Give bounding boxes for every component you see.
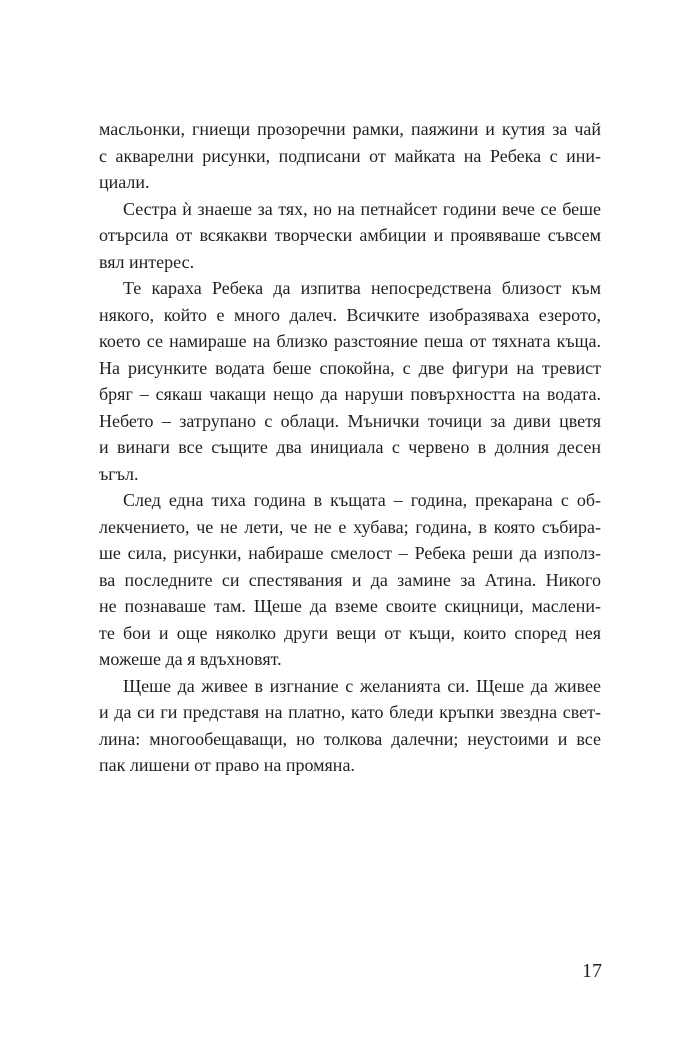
text-line: ъгъл.	[99, 463, 139, 484]
text-line: те бои и още няколко други вещи от къщи, които според нея	[99, 622, 601, 643]
text-line: масльонки, гниещи прозоречни рамки, паяжини и кутия за чай	[99, 119, 601, 139]
text-line: което се намираше на близко разстояние пеша от тяхната къща.	[99, 331, 601, 351]
text-line: и винаги все същите два инициала с червено в долния десен	[99, 437, 601, 457]
text-line: бряг – сякаш чакащи нещо да наруши повърхността на водата.	[99, 384, 601, 404]
text-line: Небето – затрупано с облаци. Мънички точици за диви цветя	[99, 410, 601, 431]
paragraph-5	[99, 673, 601, 779]
text-line: ва последните си спестявания и да замине за Атина. Никого	[99, 569, 601, 590]
text-line: с акварелни рисунки, подписани от майката на Ребека с ини-	[99, 145, 601, 166]
text-line: отърсила от всякакви творчески амбиции и проявяваше съвсем	[99, 225, 601, 245]
paragraph-4	[99, 487, 601, 673]
text-line: и да си ги представя на платно, като бледи кръпки звездна свет-	[99, 702, 601, 722]
paragraph-1	[99, 116, 601, 196]
text-line: вял интерес.	[99, 251, 195, 272]
text-line: някого, който е много далеч. Всичките изобразяваха езерото,	[99, 304, 601, 325]
text-line: не познаваше там. Щеше да вземе своите скицници, маслени-	[99, 596, 601, 616]
paragraph-2	[99, 196, 601, 276]
text-line: пак лишени от право на промяна.	[99, 755, 355, 775]
body-text	[99, 116, 601, 779]
text-line: циали.	[99, 172, 150, 192]
text-line: След една тиха година в къщата – година, прекарана с об-	[123, 490, 601, 510]
paragraph-3	[99, 275, 601, 487]
text-line: можеше да я вдъхновят.	[99, 649, 282, 669]
text-line: Сестра ѝ знаеше за тях, но на петнайсет години вече се беше	[123, 198, 601, 219]
text-line: лекчението, че не лети, че не е хубава; година, в която събира-	[99, 516, 601, 537]
text-line: ше сила, рисунки, набираше смелост – Ребека реши да използ-	[99, 543, 601, 563]
page-number: 17	[582, 960, 602, 982]
text-line: лина: многообещаващи, но толкова далечни; неустоими и все	[99, 728, 601, 749]
text-line: На рисунките водата беше спокойна, с две фигури на тревист	[99, 357, 601, 378]
text-line: Щеше да живее в изгнание с желанията си. Щеше да живее	[123, 675, 601, 696]
text-line: Те караха Ребека да изпитва непосредствена близост към	[123, 278, 601, 298]
